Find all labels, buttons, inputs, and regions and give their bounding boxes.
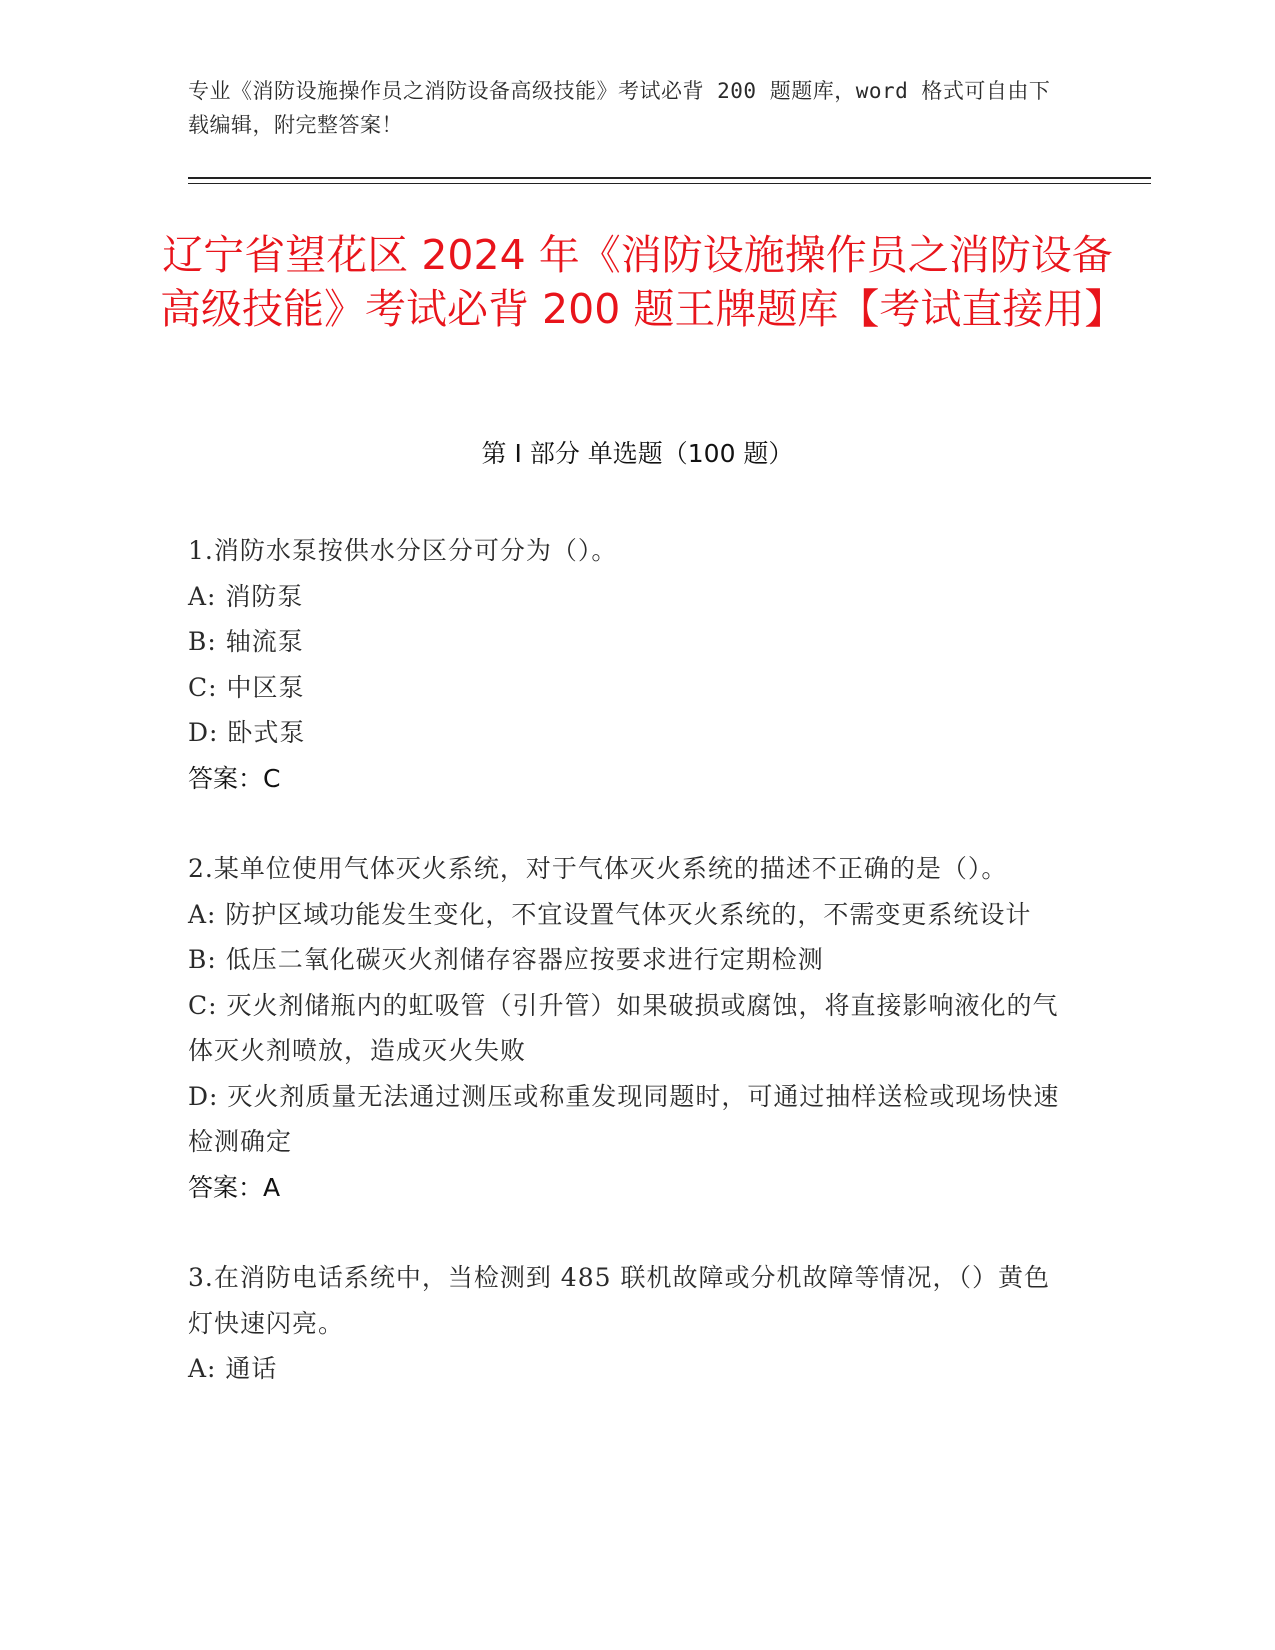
question-3 [188,1255,1068,1392]
answer-line: 答案：C [188,763,281,793]
answer-line: 答案：A [188,1172,281,1202]
header-rule-thick [188,177,1151,179]
header-note: 专业《消防设施操作员之消防设备高级技能》考试必背 200 题题库，word 格式可自由下载编辑，附完整答案！ [188,79,1051,137]
option-c: C: 灭火剂储瓶内的虹吸管（引升管）如果破损或腐蚀，将直接影响液化的气体灭火剂喷放，造成灭火失败 [188,990,1059,1065]
question-stem: 3.在消防电话系统中，当检测到 485 联机故障或分机故障等情况，（）黄色灯快速闪亮。 [188,1263,1050,1338]
option-d: D: 灭火剂质量无法通过测压或称重发现同题时，可通过抽样送检或现场快速检测确定 [188,1081,1060,1156]
question-stem: 2.某单位使用气体灭火系统，对于气体灭火系统的描述不正确的是（）。 [188,854,1008,883]
section-heading: 第 I 部分 单选题（100 题） [481,439,794,468]
option-a: A: 消防泵 [188,581,304,611]
header-rule-thin [188,183,1151,184]
option-c: C: 中区泵 [188,672,305,702]
option-b: B: 低压二氧化碳灭火剂储存容器应按要求进行定期检测 [188,945,824,974]
question-stem: 1.消防水泵按供水分区分可分为（）。 [188,536,618,565]
question-1 [188,528,1068,801]
document-title: 辽宁省望花区 2024 年《消防设施操作员之消防设备高级技能》考试必背 200 题王牌题库【考试直接用】 [160,231,1126,333]
option-a: A: 通话 [188,1354,278,1383]
question-list [188,528,1068,1437]
option-a: A: 防护区域功能发生变化，不宜设置气体灭火系统的，不需变更系统设计 [188,899,1032,929]
question-2 [188,846,1068,1210]
option-d: D: 卧式泵 [188,718,306,747]
option-b: B: 轴流泵 [188,627,304,656]
